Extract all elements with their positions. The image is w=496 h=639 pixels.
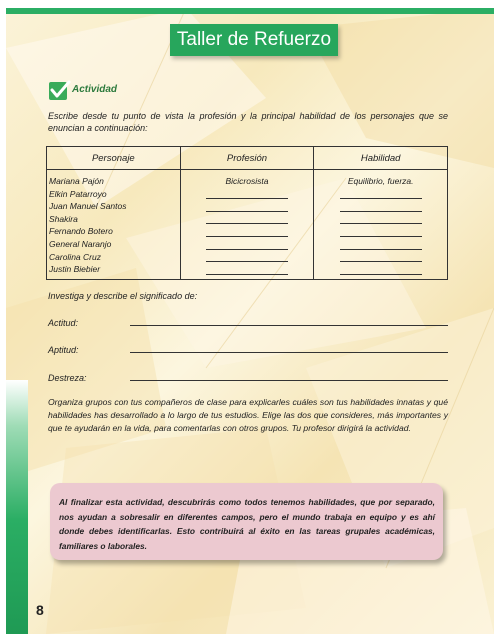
personaje-name: Shakira (49, 213, 78, 224)
profesion-blank-line[interactable] (181, 213, 314, 226)
column-header-personaje: Personaje (47, 147, 181, 170)
actitud-label: Actitud: (48, 318, 79, 328)
habilidad-blank-line[interactable] (314, 213, 447, 226)
habilidad-blank-line[interactable] (314, 251, 447, 264)
profesion-blank-line[interactable] (181, 238, 314, 251)
page-title: Taller de Refuerzo (170, 24, 338, 56)
profesion-column (180, 170, 314, 280)
conclusion-note-box (50, 483, 443, 560)
header-green-bar (6, 8, 494, 14)
habilidad-blank-line[interactable] (314, 200, 447, 213)
personaje-column (47, 170, 181, 280)
habilidad-blank-line[interactable] (314, 188, 447, 201)
habilidad-column (314, 170, 448, 280)
personaje-name: Carolina Cruz (49, 251, 101, 262)
checkmark-icon (49, 82, 67, 100)
activity-label: Actividad (72, 84, 118, 95)
habilidad-value: Equilibrio, fuerza. (347, 176, 414, 186)
page-number: 8 (36, 602, 44, 618)
personaje-name: Justin Biebier (49, 264, 101, 275)
activity-instructions: Escribe desde tu punto de vista la profesión y la principal habilidad de los personajes que se enuncian a continuación: (48, 111, 448, 133)
personaje-name: Fernando Botero (49, 226, 113, 237)
habilidad-blank-line[interactable] (314, 238, 447, 251)
actitud-answer-line[interactable] (130, 325, 448, 326)
group-activity-text: Organiza grupos con tus compañeros de clase para explicarles cuáles son tus habilidades innatas y qué habilidades has desarrollado a lo largo de tus estudios. Elige las dos que consideres, más importantes y que te ayudarán en la vida, para comentarlas con otros grupos. Tu profesor dirigirá la actividad. (48, 397, 448, 433)
destreza-answer-line[interactable] (130, 380, 448, 381)
left-green-strip (6, 380, 28, 634)
profesion-blank-line[interactable] (181, 263, 314, 276)
profesion-blank-line[interactable] (181, 188, 314, 201)
profesion-blank-line[interactable] (181, 251, 314, 264)
profesion-blank-line[interactable] (181, 225, 314, 238)
profesion-blank-line[interactable] (181, 200, 314, 213)
aptitud-label: Aptitud: (48, 345, 79, 355)
conclusion-text: Al finalizar esta actividad, descubrirás como todos tenemos habilidades, que por separado, nos ayudan a sobresalir en diferentes campos, pero el mundo trabaja en equipo y es ahí donde debes identificarlas. Esto contribuirá al éxito en las tareas grupales académicas, familiares o laborales. (59, 497, 435, 551)
personaje-name: Mariana Pajón (49, 176, 104, 186)
personaje-name: General Naranjo (49, 238, 112, 249)
personaje-name: Elkin Patarroyo (49, 188, 107, 199)
characters-table (46, 146, 448, 280)
profesion-value: Bicicrosista (225, 176, 269, 186)
personaje-name: Juan Manuel Santos (49, 201, 127, 212)
column-header-profesion: Profesión (180, 147, 314, 170)
habilidad-blank-line[interactable] (314, 225, 447, 238)
habilidad-blank-line[interactable] (314, 263, 447, 276)
destreza-label: Destreza: (48, 373, 87, 383)
column-header-habilidad: Habilidad (314, 147, 448, 170)
aptitud-answer-line[interactable] (130, 352, 448, 353)
research-prompt: Investiga y describe el significado de: (48, 291, 198, 301)
